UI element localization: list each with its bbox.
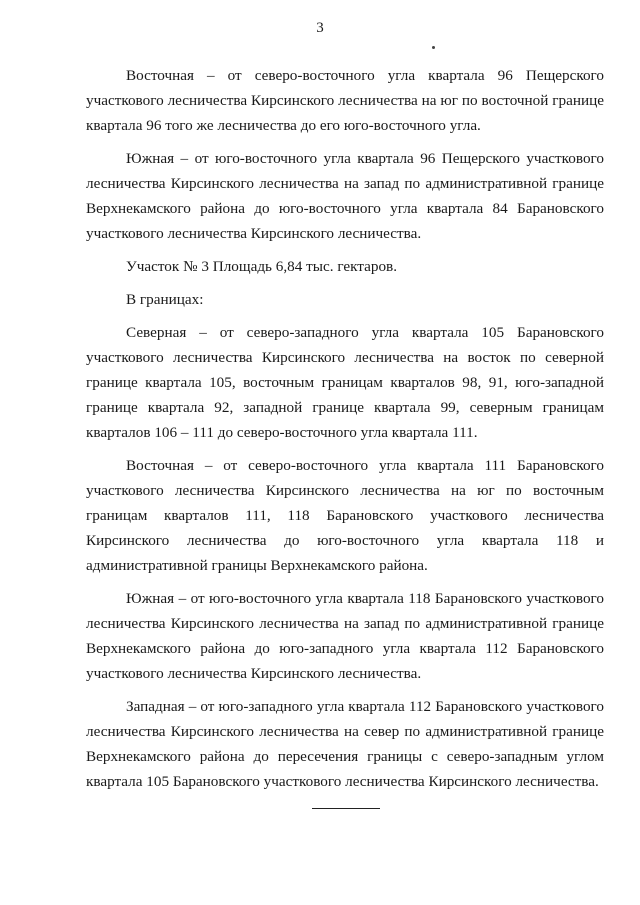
page-number: 3 bbox=[316, 20, 324, 36]
paragraph-plot-3-area: Участок № 3 Площадь 6,84 тыс. гектаров. bbox=[126, 258, 398, 275]
document-body bbox=[86, 63, 604, 802]
paragraph-north-boundary: Северная – от северо-западного угла квартала 105 Барановского участкового лесничества Кирсинского лесничества на восток по северной границе квартала 105, восточным границам кварталов 98, 91, юго-западной границе квартала 92, западной границе квартала 99, северным границам кварталов 106 – 111 до северо-восточного угла квартала 111. bbox=[86, 324, 604, 441]
paragraph-east-boundary-1: Восточная – от северо-восточного угла квартала 96 Пещерского участкового лесничества Кирсинского лесничества на юг по восточной границе квартала 96 того же лесничества до его юго-восточного угла. bbox=[86, 67, 604, 134]
paragraph-boundaries-heading: В границах: bbox=[126, 291, 204, 308]
paragraph-east-boundary-2: Восточная – от северо-восточного угла квартала 111 Барановского участкового лесничества Кирсинского лесничества на юг по восточным границам кварталов 111, 118 Барановского участкового лесничества Кирсинского лесничества до юго-восточного угла квартала 118 и административной границы Верхнекамского района. bbox=[86, 457, 604, 574]
paragraph-south-boundary-2: Южная – от юго-восточного угла квартала 118 Барановского участкового лесничества Кирсинского лесничества на запад по административной границе Верхнекамского района до юго-западного угла квартала 112 Барановского участкового лесничества Кирсинского лесничества. bbox=[86, 590, 604, 682]
scan-speck bbox=[432, 46, 435, 49]
paragraph-south-boundary-1: Южная – от юго-восточного угла квартала 96 Пещерского участкового лесничества Кирсинского лесничества на запад по административной границе Верхнекамского района до юго-восточного угла квартала 84 Барановского участкового лесничества Кирсинского лесничества. bbox=[86, 150, 604, 242]
closing-rule bbox=[312, 808, 380, 809]
paragraph-west-boundary: Западная – от юго-западного угла квартала 112 Барановского участкового лесничества Кирсинского лесничества на север по административной границе Верхнекамского района до пересечения границы с северо-западным углом квартала 105 Барановского участкового лесничества Кирсинского лесничества. bbox=[86, 698, 604, 790]
